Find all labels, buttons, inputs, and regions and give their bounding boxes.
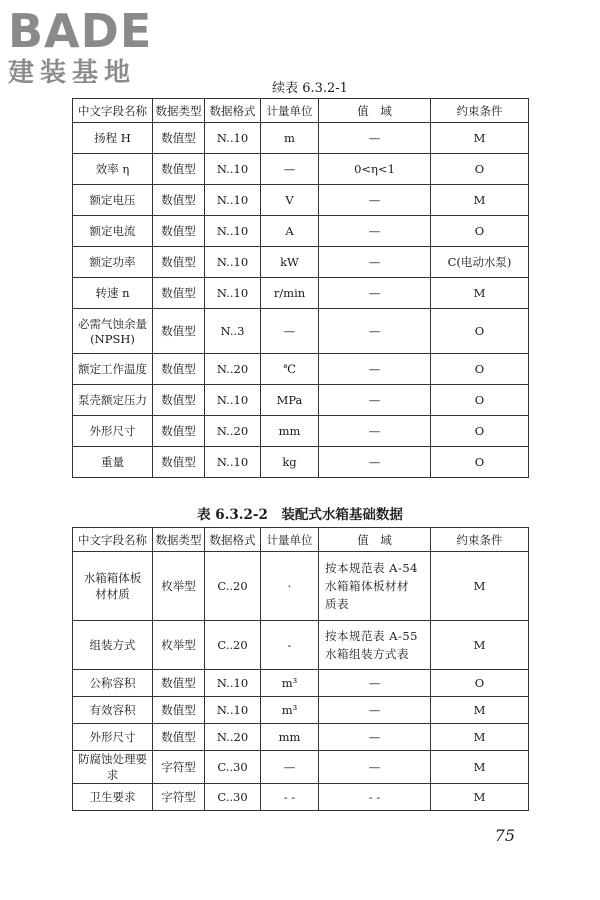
table-cell: 按本规范表 A-54 水箱箱体板材材 质表	[319, 552, 431, 621]
table-cell: M	[431, 621, 529, 670]
table-cell: O	[431, 416, 529, 447]
table-cell: 数值型	[153, 154, 205, 185]
table-cell: M	[431, 278, 529, 309]
table-cell: N..10	[205, 447, 261, 478]
table-cell: N..10	[205, 154, 261, 185]
column-header: 值 域	[319, 99, 431, 123]
table-cell: —	[319, 416, 431, 447]
table-cell: ·	[261, 552, 319, 621]
column-header: 数据格式	[205, 99, 261, 123]
table-row	[73, 385, 529, 416]
table-cell: m³	[261, 697, 319, 724]
table-cell: A	[261, 216, 319, 247]
table-cell: —	[319, 670, 431, 697]
table-cell: O	[431, 385, 529, 416]
table-cell: 数值型	[153, 385, 205, 416]
table-cell: 数值型	[153, 670, 205, 697]
table-cell: O	[431, 309, 529, 354]
table-cell: 0<η<1	[319, 154, 431, 185]
table-cell: N..10	[205, 185, 261, 216]
table-cell: 字符型	[153, 784, 205, 811]
table-cell: —	[319, 697, 431, 724]
table-cell: -	[261, 621, 319, 670]
table-row	[73, 447, 529, 478]
column-header: 中文字段名称	[73, 528, 153, 552]
column-header: 中文字段名称	[73, 99, 153, 123]
table-cell: 卫生要求	[73, 784, 153, 811]
table-cell: 泵壳额定压力	[73, 385, 153, 416]
table-row	[73, 416, 529, 447]
table-cell: O	[431, 216, 529, 247]
page-number: 75	[494, 826, 515, 845]
table-cell: N..10	[205, 670, 261, 697]
table-cell: N..20	[205, 354, 261, 385]
table-cell: m³	[261, 670, 319, 697]
table-row	[73, 621, 529, 670]
pump-data-table	[72, 98, 529, 478]
table-header-row	[73, 528, 529, 552]
table-cell: V	[261, 185, 319, 216]
table-cell: ℃	[261, 354, 319, 385]
table-row	[73, 247, 529, 278]
column-header: 数据格式	[205, 528, 261, 552]
table-cell: —	[319, 216, 431, 247]
table-cell: M	[431, 784, 529, 811]
table-cell: C..30	[205, 751, 261, 784]
table-cell: N..20	[205, 724, 261, 751]
table-cell: C(电动水泵)	[431, 247, 529, 278]
table-cell: —	[261, 309, 319, 354]
table-cell: 额定电流	[73, 216, 153, 247]
table-cell: N..10	[205, 247, 261, 278]
table-cell: 扬程 H	[73, 123, 153, 154]
table-cell: 数值型	[153, 185, 205, 216]
table-cell: O	[431, 447, 529, 478]
table-cell: 字符型	[153, 751, 205, 784]
table-cell: - -	[261, 784, 319, 811]
table-row	[73, 670, 529, 697]
table-cell: M	[431, 697, 529, 724]
table-row	[73, 724, 529, 751]
table-cell: kg	[261, 447, 319, 478]
table-row	[73, 552, 529, 621]
table-cell: 有效容积	[73, 697, 153, 724]
table-cell: 额定工作温度	[73, 354, 153, 385]
table-cell: MPa	[261, 385, 319, 416]
table-cell: —	[319, 247, 431, 278]
bade-logo	[8, 6, 178, 88]
table-cell: C..20	[205, 621, 261, 670]
table-cell: —	[319, 751, 431, 784]
table-cell: 数值型	[153, 216, 205, 247]
table-cell: 水箱箱体板 材材质	[73, 552, 153, 621]
table-cell: M	[431, 185, 529, 216]
table-cell: - -	[319, 784, 431, 811]
table-cell: m	[261, 123, 319, 154]
table-cell: 数值型	[153, 416, 205, 447]
table-cell: 外形尺寸	[73, 416, 153, 447]
table-row	[73, 309, 529, 354]
table-cell: N..10	[205, 697, 261, 724]
table-cell: 数值型	[153, 309, 205, 354]
table-row	[73, 354, 529, 385]
table-cell: M	[431, 123, 529, 154]
table-cell: 数值型	[153, 278, 205, 309]
table-cell: C..20	[205, 552, 261, 621]
table-cell: 效率 η	[73, 154, 153, 185]
table-cell: 防腐蚀处理要求	[73, 751, 153, 784]
table-cell: 数值型	[153, 247, 205, 278]
table-cell: N..10	[205, 216, 261, 247]
table-cell: 数值型	[153, 697, 205, 724]
table-row	[73, 278, 529, 309]
table-cell: 重量	[73, 447, 153, 478]
table-cell: 数值型	[153, 724, 205, 751]
table-cell: 外形尺寸	[73, 724, 153, 751]
table-cell: —	[319, 385, 431, 416]
column-header: 值 域	[319, 528, 431, 552]
table-cell: 按本规范表 A-55 水箱组装方式表	[319, 621, 431, 670]
table-cell: —	[319, 354, 431, 385]
table-cell: —	[319, 123, 431, 154]
table-row	[73, 123, 529, 154]
table-cell: —	[319, 185, 431, 216]
table-row	[73, 697, 529, 724]
table-cell: 枚举型	[153, 621, 205, 670]
table-cell: r/min	[261, 278, 319, 309]
table-row	[73, 216, 529, 247]
table-header-row	[73, 99, 529, 123]
table-cell: N..10	[205, 123, 261, 154]
table-cell: 额定电压	[73, 185, 153, 216]
table-cell: mm	[261, 724, 319, 751]
water-tank-data-table	[72, 527, 529, 811]
table-cell: C..30	[205, 784, 261, 811]
column-header: 数据类型	[153, 99, 205, 123]
table-row	[73, 185, 529, 216]
table-cell: kW	[261, 247, 319, 278]
table-cell: N..3	[205, 309, 261, 354]
table-cell: O	[431, 154, 529, 185]
table-cell: —	[319, 724, 431, 751]
table1-caption: 续表 6.3.2-1	[272, 81, 348, 96]
table-row	[73, 751, 529, 784]
table-cell: 枚举型	[153, 552, 205, 621]
column-header: 约束条件	[431, 99, 529, 123]
table-cell: —	[261, 154, 319, 185]
table-cell: —	[319, 278, 431, 309]
table-cell: —	[261, 751, 319, 784]
table-cell: N..20	[205, 416, 261, 447]
table-cell: O	[431, 670, 529, 697]
table-cell: M	[431, 724, 529, 751]
column-header: 计量单位	[261, 528, 319, 552]
table-cell: 转速 n	[73, 278, 153, 309]
column-header: 计量单位	[261, 99, 319, 123]
table-cell: 数值型	[153, 354, 205, 385]
table-row	[73, 784, 529, 811]
table-cell: M	[431, 751, 529, 784]
column-header: 数据类型	[153, 528, 205, 552]
table-cell: 公称容积	[73, 670, 153, 697]
table-cell: mm	[261, 416, 319, 447]
column-header: 约束条件	[431, 528, 529, 552]
table-cell: —	[319, 309, 431, 354]
table-cell: 组装方式	[73, 621, 153, 670]
table-row	[73, 154, 529, 185]
table-cell: O	[431, 354, 529, 385]
table2-caption: 表 6.3.2-2 装配式水箱基础数据	[197, 507, 403, 523]
table-cell: —	[319, 447, 431, 478]
table-cell: 数值型	[153, 123, 205, 154]
logo-text-en: BADE	[8, 4, 153, 58]
table-cell: 额定功率	[73, 247, 153, 278]
logo-text-cn: 建装基地	[8, 58, 137, 88]
table-cell: N..10	[205, 385, 261, 416]
table-cell: 必需气蚀余量 (NPSH)	[73, 309, 153, 354]
table-cell: M	[431, 552, 529, 621]
table-cell: 数值型	[153, 447, 205, 478]
table-cell: N..10	[205, 278, 261, 309]
